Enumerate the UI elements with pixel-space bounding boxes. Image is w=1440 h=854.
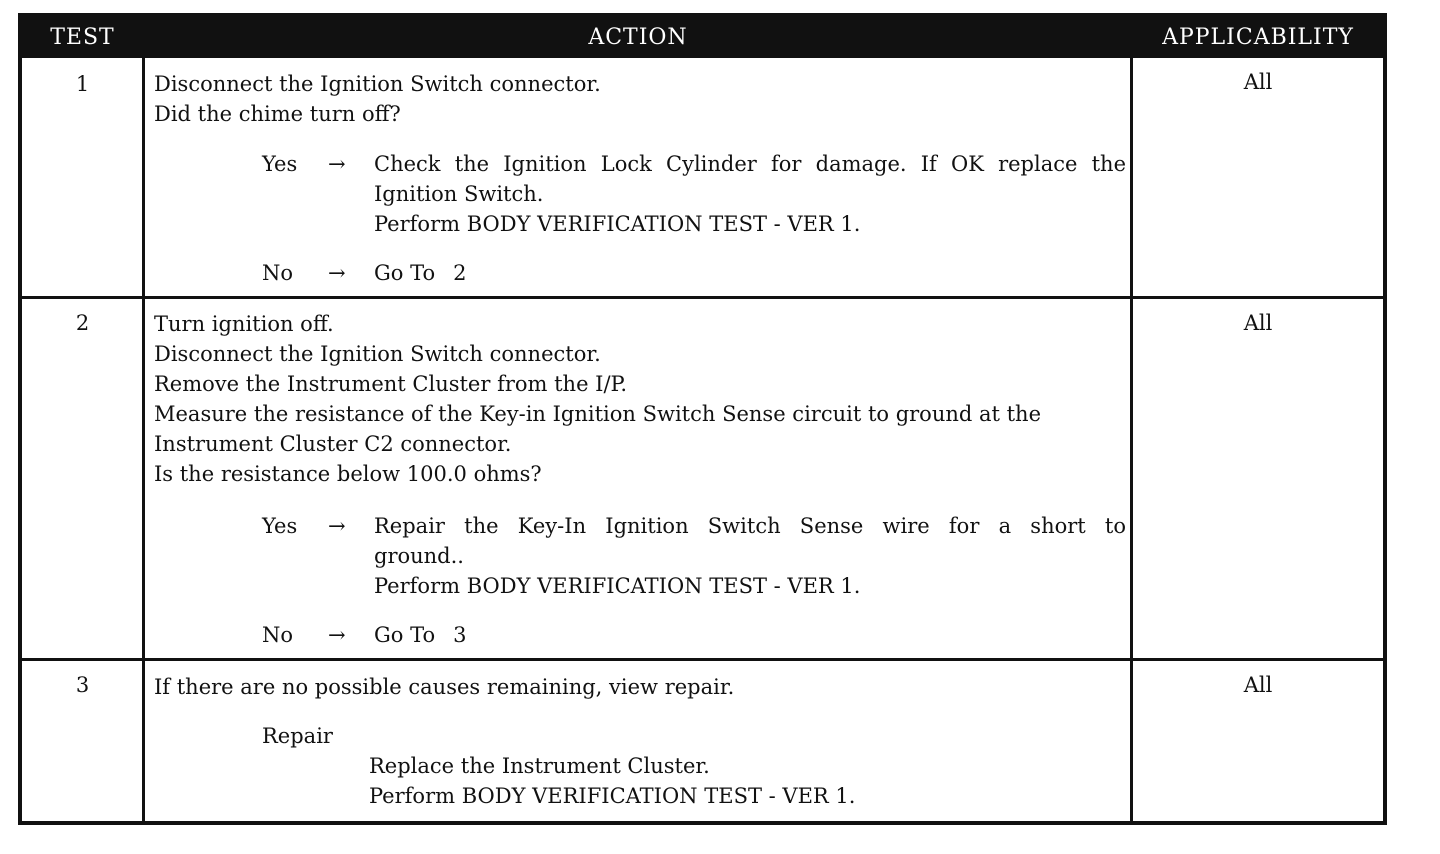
repair-line: Replace the Instrument Cluster.	[369, 754, 710, 778]
action-step: Is the resistance below 100.0 ohms?	[154, 462, 542, 486]
repair-instructions	[369, 751, 989, 811]
action-step: Disconnect the Ignition Switch connector.	[154, 342, 601, 366]
action-step: Did the chime turn off?	[154, 102, 401, 126]
goto-text: Go To	[374, 623, 436, 647]
yes-outcome	[262, 511, 1128, 601]
right-arrow-icon: →	[328, 152, 346, 176]
goto-text: Go To	[374, 261, 436, 285]
result-line: ground..	[374, 544, 464, 568]
action-cell	[154, 309, 1129, 489]
yes-outcome	[262, 149, 1128, 239]
table-row-test-3	[22, 661, 1383, 825]
table-row-test-1	[22, 58, 1383, 296]
test-number: 3	[75, 673, 90, 697]
diagnostic-test-table	[18, 13, 1387, 825]
no-outcome	[262, 258, 1128, 288]
action-cell	[154, 69, 1129, 129]
applicability-value: All	[1243, 673, 1273, 697]
table-header-row	[22, 17, 1383, 58]
action-cell	[154, 672, 1129, 702]
repair-label: Repair	[262, 724, 333, 748]
action-step: Disconnect the Ignition Switch connector.	[154, 72, 601, 96]
no-result	[374, 620, 1126, 650]
right-arrow-icon: →	[328, 261, 346, 285]
test-number: 1	[75, 72, 90, 96]
yes-result	[374, 511, 1126, 601]
test-number: 2	[75, 311, 90, 335]
repair-label-block	[262, 721, 1128, 751]
right-arrow-icon: →	[328, 623, 346, 647]
result-line: Check the Ignition Lock Cylinder for damage. If OK replace the	[374, 152, 1126, 176]
no-outcome	[262, 620, 1128, 650]
goto-number: 3	[453, 623, 467, 647]
action-step: Remove the Instrument Cluster from the I/P.	[154, 372, 628, 396]
result-line: Perform BODY VERIFICATION TEST - VER 1.	[374, 212, 861, 236]
header-action: ACTION	[588, 25, 688, 50]
header-test: TEST	[50, 25, 115, 50]
yes-label: Yes	[262, 152, 298, 176]
result-line: Perform BODY VERIFICATION TEST - VER 1.	[374, 574, 861, 598]
no-label: No	[262, 261, 294, 285]
no-result	[374, 258, 1126, 288]
applicability-value: All	[1243, 311, 1273, 335]
action-step: If there are no possible causes remaining, view repair.	[154, 675, 735, 699]
yes-result	[374, 149, 1126, 239]
yes-label: Yes	[262, 514, 298, 538]
applicability-value: All	[1243, 70, 1273, 94]
right-arrow-icon: →	[328, 514, 346, 538]
goto-number: 2	[453, 261, 467, 285]
table-row-test-2	[22, 299, 1383, 658]
action-step: Instrument Cluster C2 connector.	[154, 432, 512, 456]
action-step: Turn ignition off.	[154, 312, 334, 336]
repair-line: Perform BODY VERIFICATION TEST - VER 1.	[369, 784, 856, 808]
no-label: No	[262, 623, 294, 647]
header-applicability: APPLICABILITY	[1162, 25, 1354, 50]
result-line: Ignition Switch.	[374, 182, 544, 206]
action-step: Measure the resistance of the Key-in Ignition Switch Sense circuit to ground at the	[154, 402, 1042, 426]
result-line: Repair the Key-In Ignition Switch Sense wire for a short to	[374, 514, 1126, 538]
